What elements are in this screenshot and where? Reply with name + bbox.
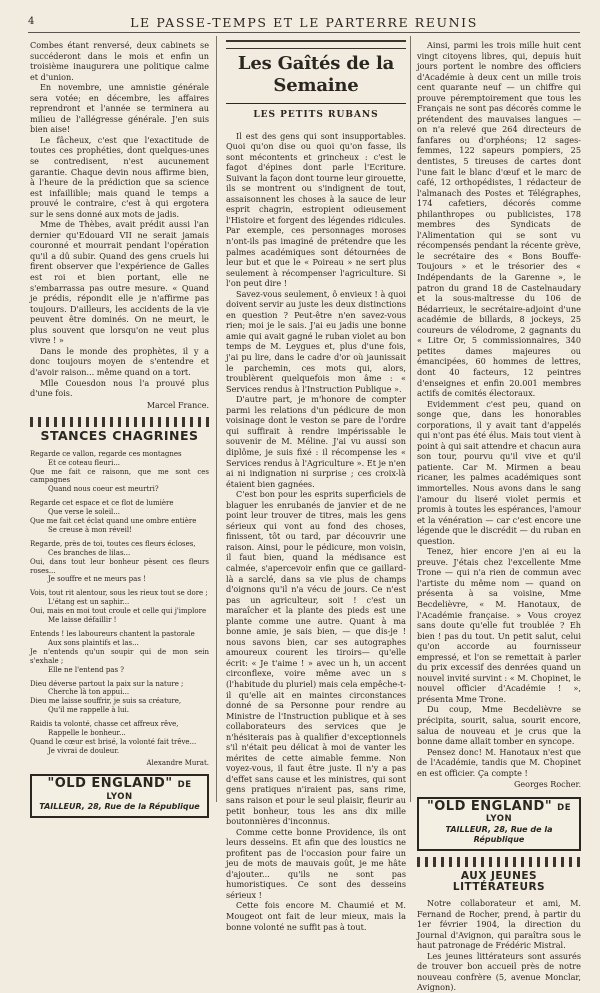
poem-line: Regarde, près de toi, toutes ces fleurs écloses,: [30, 539, 196, 548]
paragraph: Dans le monde des prophètes, il y a donc toujours moyen de s'entendre et d'avoir raison... même quand on a tort.: [30, 345, 209, 377]
poem-line: Ces branches de lilas...: [48, 548, 131, 557]
poem-line: Vois, tout rit alentour, sous les rieux tout se dore ;: [30, 589, 208, 598]
paragraph: Cette fois encore M. Chaumié et M. Mougeot ont fait de leur mieux, mais la bonne volonté ne suffit pas à tout.: [226, 900, 406, 932]
poem-signature: Alexandre Murat.: [146, 758, 209, 767]
paragraph: Ainsi, parmi les trois mille huit cent vingt citoyens libres, qui, depuis huit jours portent le nombre des officiers d'Académie à deux cent un mille trois cent quarante neuf — un chiffre qui prouve péremptoirement que tous les Français ne sont pas décorés comme le prétendent des mauvaises langues — on n'a relevé que 264 directeurs de fanfares ou d'orphéons; 12 sages-femmes, 122 sapeurs pompiers, 25 dentistes, 5 tireuses de cartes dont l'une fait le blanc d'œuf et le marc de café, 12 orthopédistes, 1 rédacteur de l'almanach des Postes et Télégraphes, 174 cafetiers, décorés comme philanthropes ou publicistes, 178 membres des Syndicats de l'Alimentation qui se sont vu récompensés pendant la récente grève, le secrétaire des « Bons Bouffe-Toujours » et le trésorier des « Indépendants de la Garenne », le patron du grand 18 de Castelnaudary et la sous-maîtresse du 106 de Bédarrieux, le secrétaire-adjoint d'une académie de billards, 8 jockeys, 25 coureurs de vélodrome, 2 gagnants du « Litre Or, 5 commissionnaires, 340 petites dames majeures ou émancipées, 60 hommes de lettres, dont 40 facteurs, 12 peintres d'enseignes et enfin 20.001 membres actifs de comités électoraux.: [417, 40, 581, 399]
ad-name: "OLD ENGLAND": [426, 798, 553, 814]
section-title: AUX JEUNES LITTÉRATEURS: [452, 870, 546, 893]
column-divider: [410, 36, 411, 802]
poem-line: Entends ! les laboureurs chantent la pastorale: [30, 630, 195, 638]
poem-line: Elle ne l'entend pas ?: [48, 665, 125, 674]
paragraph: Comme cette bonne Providence, ils ont leurs desseins. Et afin que des loustics ne profitent pas de l'occasion pour faire un jeu de mots de mauvais goût, je me hâte d'ajouter... qu'ils ne sont pas humoristiques. Ce sont des desseins sérieux !: [226, 826, 406, 900]
paragraph: Il est des gens qui sont insupportables. Quoi qu'on dise ou quoi qu'on fasse, ils sont mécontents et grincheux : c'est le fagot d'épines dont parle l'Ecriture. Suivant la façon dont tourne leur girouette, ils se montrent ou s'indignent de tout, assaisonnent les choses à la sauce de leur esprit chagrin, estropient odieusement l'Histoire et forgent des légendes ridicules. Par exemple, ces personnages moroses n'ont-ils pas imaginé de prétendre que les palmes académiques sont détournées de leur but et que le « Poireau » ne sert plus seulement à récompenser l'agriculture. Si l'on peut dire !: [226, 130, 406, 289]
column-divider: [216, 36, 217, 802]
article-title: LES PETITS RUBANS: [253, 110, 379, 120]
ornamental-rule: [226, 40, 406, 49]
column-2: [226, 40, 406, 932]
section-title: Les Gaîtés de la Semaine: [237, 53, 395, 96]
header-rule: [28, 32, 580, 33]
poem-line: Rappelle le bonheur...: [48, 729, 126, 738]
poem-line: Cherche là ton appui...: [48, 688, 130, 697]
poem-line: Regarde cet espace et ce flot de lumière: [30, 499, 174, 508]
article-signature: Georges Rocher.: [514, 780, 581, 790]
ad-city: DE LYON: [106, 780, 192, 802]
paragraph: Le fâcheux, c'est que l'exactitude de toutes ces prophéties, dont quelques-unes se contredisent, n'est aucunement garantie. Chaque devin nous affirme bien, à l'heure de la prédiction que sa science est infaillible; mais quand le temps a prouvé le contraire, c'est à qui ergotera sur le sens donné aux mots de jadis.: [30, 134, 209, 219]
ad-name: "OLD ENGLAND": [47, 776, 173, 792]
poem-line: Et ce coteau fleuri...: [48, 458, 121, 467]
advertisement-old-england: [30, 774, 209, 818]
journal-title: LE PASSE-TEMPS ET LE PARTERRE REUNIS: [130, 15, 478, 30]
paragraph: Mlle Couesdon nous l'a prouvé plus d'une fois.: [30, 377, 209, 399]
poem-line: Me laisse défaillir !: [48, 616, 117, 625]
poem-line: Oui, dans tout leur bonheur pèsent ces fleurs roses...: [30, 557, 209, 575]
poem-line: L'étang est un saphir...: [48, 598, 130, 607]
poem-title: STANCES CHAGRINES: [40, 428, 199, 444]
ornamental-divider: [417, 857, 581, 867]
ad-city: DE LYON: [485, 802, 572, 825]
paragraph: Tenez, hier encore j'en ai eu la preuve. J'étais chez l'excellente Mme Trone — qui n'a rien de commun avec l'artiste du même nom — quand on présenta à sa voisine, Mme Becdelièvre, « M. Hanotaux, de l'Académie française. » Vous croyez sans doute qu'elle fut troublée ? Eh bien ! pas du tout. Un petit salut, celui qu'on accorde au fournisseur empressé, et l'on se remettait à parler du prix excessif des denrées quand un nouvel invité survint : « M. Chopinet, le nouvel officier d'Académie ! », présenta Mme Trone.: [417, 546, 581, 704]
article-signature: Marcel France.: [146, 400, 209, 410]
ornamental-divider: [30, 417, 209, 427]
poem: [30, 450, 209, 756]
ad-address: TAILLEUR, 28, Rue de la République: [445, 824, 553, 845]
poem-line: Je n'entends qu'un soupir qui de mon sein s'exhale ;: [30, 647, 209, 665]
paragraph: Mme de Thèbes, avait prédit aussi l'an dernier qu'Edouard VII ne serait jamais couronné et mourrait pendant l'opération qu'il a dû subir. Quand des gens cruels lui firent observer que l'expérience de Galles est roi et bien portant, elle ne s'embarrassa pas outre mesure. « Quand je prédis, répondit elle je n'affirme pas toujours. D'ailleurs, les accidents de la vie peuvent être dominés. On ne meurt, le plus souvent que lorsqu'on ne veut plus vivre ! »: [30, 219, 209, 346]
poem-line: Qu'il me rappelle à lui.: [48, 706, 129, 715]
poem-line: Regarde ce vallon, regarde ces montagnes: [30, 449, 182, 458]
poem-line: Se creuse à mon réveil!: [48, 525, 132, 534]
advertisement-old-england: [417, 797, 581, 851]
poem-line: Aux sons plaintifs et las...: [48, 638, 139, 647]
paragraph: Du coup, Mme Becdelièvre se précipita, sourit, salua, sourit encore, salua de nouveau et je crus que la bonne dame allait tomber en syncope.: [417, 704, 581, 747]
paragraph: Pensez donc! M. Hanotaux n'est que de l'Académie, tandis que M. Chopinet en est officier. Ça compte !: [417, 746, 581, 778]
paragraph: Evidemment c'est peu, quand on songe que, dans les honorables corporations, il y avait tant d'appelés qui n'ont pas été élus. Mais tout vient à point à qui sait attendre et chacun aura son tour, pourvu qu'il vive et qu'il patiente. Car M. Mirmen a beau ricaner, les palmes académiques sont immortelles. Nous avons dans le sang l'amour du liseré violet permis et promis à toutes les espérances, l'amour et la vénération — car c'est encore une légende que le discrédit — du ruban en question.: [417, 398, 581, 546]
poem-line: Dieu me laisse souffrir, je suis sa créature,: [30, 697, 182, 706]
page-number: 4: [28, 16, 35, 27]
poem-line: Je souffre et ne meurs pas !: [48, 575, 146, 584]
paragraph: Les jeunes littérateurs sont assurés de trouver bon accueil près de notre nouveau confrère (5, avenue Monclar, Avignon).: [417, 950, 581, 993]
divider: [226, 103, 406, 104]
poem-line: Je vivrai de douleur.: [48, 746, 120, 755]
poem-line: Oui, mais en moi tout croule et celle qui j'implore: [30, 607, 207, 616]
paragraph: C'est bon pour les esprits superficiels de blaguer les enrubanés de janvier et de ne point leur trouver de titres, mais les gens sérieux qui vont au fond des choses, finissent, tôt ou tard, par découvrir une raison. Ainsi, pour le pédicure, mon voisin, il faut bien, quand la médisance est calmée, s'apercevoir enfin que ce gaillard-là a sarclé, dans sa vie plus de champs d'oignons qu'il n'a vécu de jours. Ce n'est pas un agriculteur, soit ! c'est un maraîcher et la plante des pieds est une plante comme une autre. Quant à ma bonne amie, je sais bien, — que dis-je ! nous savons bien, car ses autographes amoureux courent les tiroirs— qu'elle écrit: « Je t'aime ! » avec un h, un accent circonflexe, voire même avec un s (l'habitude du pluriel) mais cela empêche-t-il qu'elle ait en maintes circonstances donné de sa Personne pour rendre au Ministre de l'Instruction publique et à ses collaborateurs des services que je n'hésiterais pas à qualifier d'exceptionnels s'il n'était peu délicat à moi de vanter les mérites de cette aimable femme. Non voyez-vous, il faut être juste. Il n'y a pas d'effet sans cause et les ministres, qui sont gens pratiques n'iraient pas, sans rime, sans raison et pour le seul plaisir, fleurir au petit bonheur, tous les ans dix mille boutonnières d'inconnus.: [226, 489, 406, 827]
poem-line: Raidis ta volonté, chasse cet affreux rêve,: [30, 720, 179, 729]
column-1: [30, 40, 209, 824]
paragraph: D'autre part, je m'honore de compter parmi les relations d'un pédicure de mon voisinage dont le veston se pare de l'ordre qui suffirait à rendre impérissable le souvenir de M. Méline. J'ai vu aussi son diplôme, je suis fixé : il récompense les « Services rendus à l'Agriculture ». Et je n'en ai ni indignation ni surprise ; ces croix-là étaient bien gagnées.: [226, 394, 406, 489]
poem-line: Dieu déverse partout la paix sur la nature ;: [30, 679, 184, 688]
poem-line: Quand nous coeur est meurtri?: [48, 485, 159, 494]
page-header: [28, 14, 580, 34]
paragraph: Savez-vous seulement, ô envieux ! à quoi doivent servir au juste les deux distinctions en question ? Peut-être n'en savez-vous rien; moi je le sais. J'ai eu jadis une bonne amie qui avait gagné le ruban violet au bon temps de M. Leygues et, plus d'une fois, j'ai pu lire, dans le cadre d'or où jaunissait le parchemin, ces mots qui, alors, troublèrent quelquefois mon âme : « Services rendus à l'Instruction Publique ».: [226, 288, 406, 394]
paragraph: Notre collaborateur et ami, M. Fernand de Rocher, prend, à partir du 1er février 1904, la direction du Journal d'Avignon, qui paraîtra sous le haut patronage de Frédéric Mistral.: [417, 898, 581, 951]
poem-line: Quand le cœur est brisé, la volonté fait trêve...: [30, 737, 197, 746]
column-3: [417, 40, 581, 993]
paragraph: Combes étant renversé, deux cabinets se succéderont dans le mois et enfin un troisième inaugurera une politique calme et d'union.: [30, 40, 209, 82]
poem-line: Que me fait ce raisonn, que me sont ces campagnes: [30, 467, 209, 485]
paragraph: En novembre, une amnistie générale sera votée; en décembre, les affaires reprendront et l'année se terminera au milieu de l'allégresse générale. J'en suis bien aise!: [30, 82, 209, 135]
ad-address: TAILLEUR, 28, Rue de la République: [39, 802, 200, 812]
poem-line: Que verse le soleil...: [48, 508, 120, 517]
poem-line: Que me fait cet éclat quand une ombre entière: [30, 517, 197, 526]
